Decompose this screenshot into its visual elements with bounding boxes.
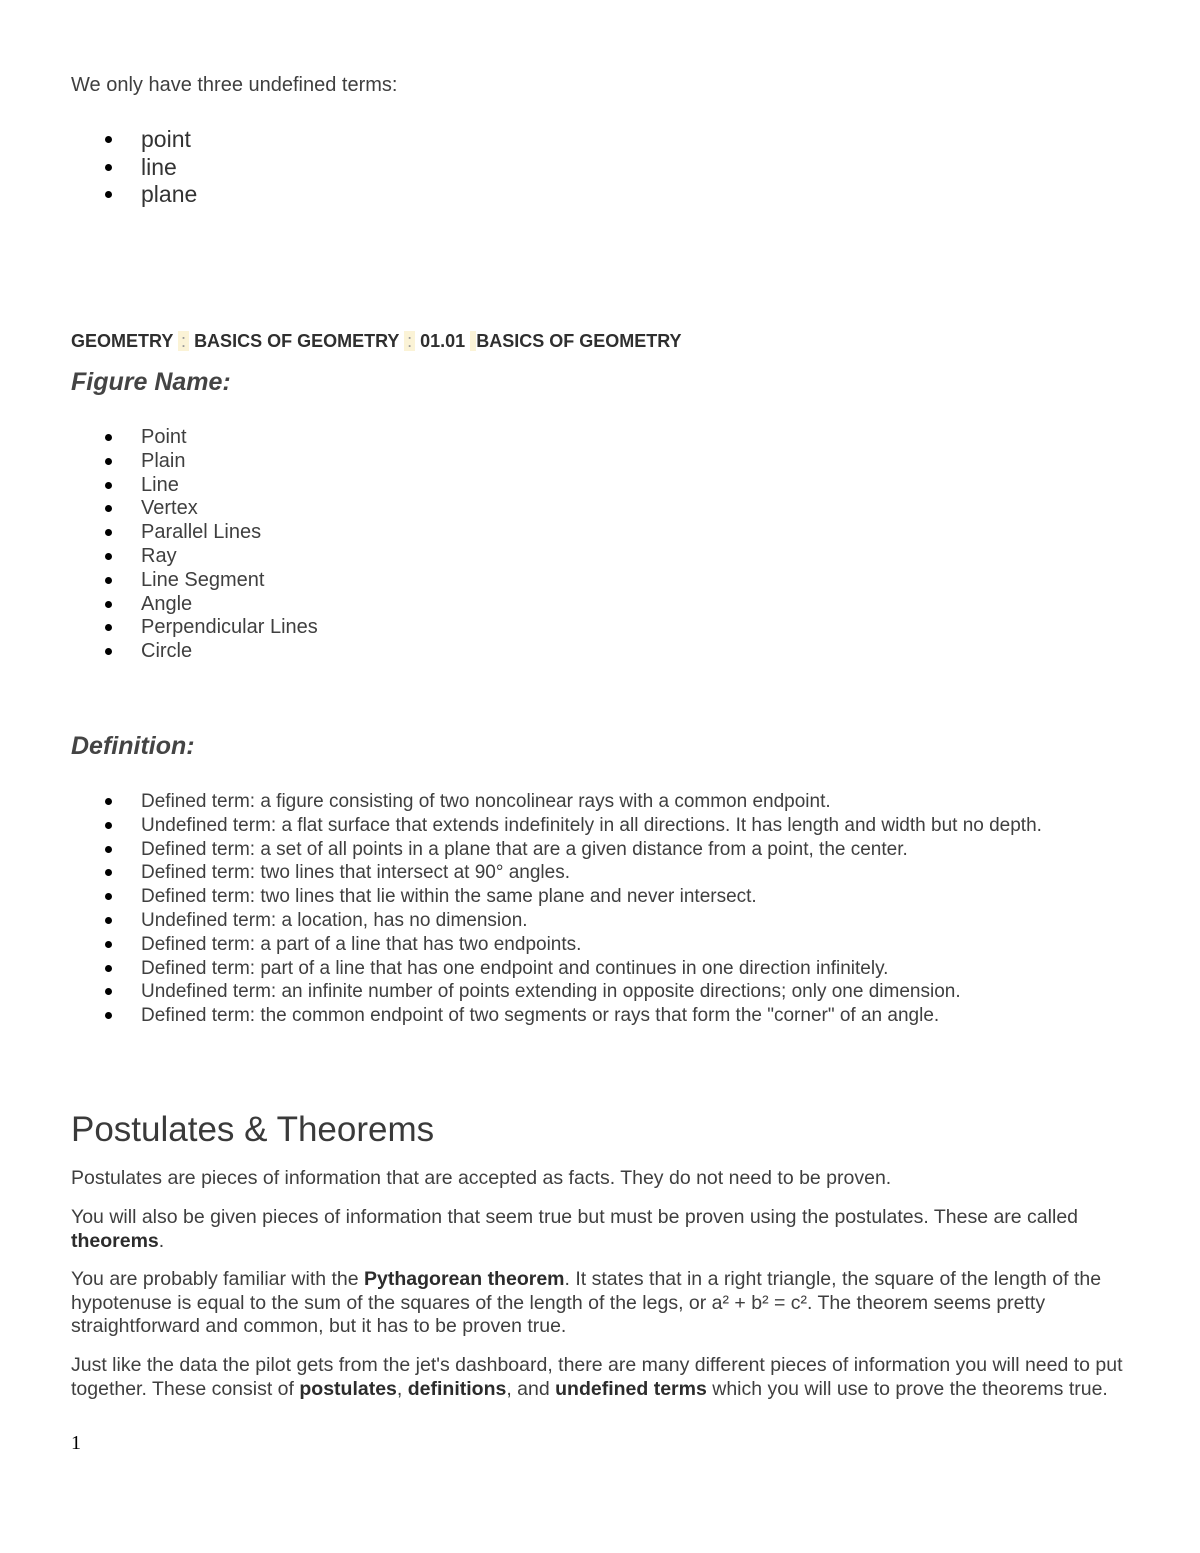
list-item: Vertex — [71, 497, 318, 521]
page-number: 1 — [71, 1432, 81, 1454]
paragraph-text: Just like the data the pilot gets from the jet's dashboard, there are many different pieces of information you will need to put together. These consist of — [71, 1354, 1123, 1400]
bold-term: undefined terms — [555, 1377, 707, 1400]
list-item: Defined term: two lines that lie within the same plane and never intersect. — [71, 885, 1042, 909]
list-item: Defined term: the common endpoint of two segments or rays that form the "corner" of an angle. — [71, 1004, 1042, 1028]
intro-text: We only have three undefined terms: — [71, 74, 398, 96]
breadcrumb-item[interactable]: GEOMETRY — [71, 331, 174, 351]
definitions-list — [71, 790, 1042, 1028]
list-item: Defined term: a set of all points in a plane that are a given distance from a point, the center. — [71, 838, 1042, 862]
breadcrumb-item[interactable]: BASICS OF GEOMETRY — [476, 331, 682, 351]
paragraph-postulates: Postulates are pieces of information that are accepted as facts. They do not need to be proven. — [71, 1167, 892, 1189]
breadcrumb-separator: : — [178, 331, 189, 351]
definition-heading: Definition: — [71, 732, 195, 760]
list-item: Plain — [71, 450, 318, 474]
list-item: Defined term: two lines that intersect at 90° angles. — [71, 861, 1042, 885]
bold-term: theorems — [71, 1229, 159, 1252]
breadcrumb-separator: : — [404, 331, 415, 351]
paragraph-text: . It states that in a right triangle, the square of the length of the hypotenuse is equal to the sum of the squares of the length of the legs, or a² + b² = c². The theorem seems pretty straightforward and common, but it has to be proven true. — [71, 1268, 1102, 1337]
list-item: Undefined term: a location, has no dimension. — [71, 909, 1042, 933]
list-item: Perpendicular Lines — [71, 616, 318, 640]
paragraph-text: , and — [506, 1377, 556, 1400]
undefined-terms-list — [71, 126, 197, 209]
paragraph-text: which you will use to prove the theorems true. — [706, 1377, 1108, 1400]
list-item: Circle — [71, 640, 318, 664]
section-title: Postulates & Theorems — [71, 1110, 435, 1149]
list-item: line — [71, 154, 197, 182]
paragraph-theorems — [71, 1206, 1136, 1253]
list-item: Parallel Lines — [71, 521, 318, 545]
paragraph-text: You will also be given pieces of information that seem true but must be proven using the postulates. These are called — [71, 1206, 1079, 1228]
list-item: Line Segment — [71, 569, 318, 593]
bold-term: postulates — [299, 1377, 397, 1400]
bold-term: definitions — [407, 1377, 507, 1400]
bold-term: Pythagorean theorem — [364, 1268, 565, 1290]
paragraph-dashboard — [71, 1354, 1136, 1401]
figure-name-heading: Figure Name: — [71, 368, 231, 396]
list-item: Undefined term: a flat surface that extends indefinitely in all directions. It has length and width but no depth. — [71, 814, 1042, 838]
list-item: Line — [71, 474, 318, 498]
paragraph-text: . — [158, 1229, 165, 1252]
list-item: Defined term: a figure consisting of two noncolinear rays with a common endpoint. — [71, 790, 1042, 814]
paragraph-text: You are probably familiar with the — [71, 1268, 365, 1290]
figure-names-list — [71, 426, 318, 664]
paragraph-text: , — [396, 1377, 408, 1400]
breadcrumb — [71, 331, 682, 352]
list-item: Undefined term: an infinite number of points extending in opposite directions; only one dimension. — [71, 980, 1042, 1004]
list-item: plane — [71, 181, 197, 209]
list-item: Point — [71, 426, 318, 450]
paragraph-pythagorean — [71, 1268, 1136, 1339]
list-item: Angle — [71, 593, 318, 617]
list-item: Defined term: a part of a line that has two endpoints. — [71, 933, 1042, 957]
list-item: Defined term: part of a line that has one endpoint and continues in one direction infinitely. — [71, 957, 1042, 981]
breadcrumb-item[interactable]: BASICS OF GEOMETRY — [194, 331, 400, 351]
breadcrumb-item[interactable]: 01.01 — [420, 331, 466, 351]
list-item: point — [71, 126, 197, 154]
list-item: Ray — [71, 545, 318, 569]
